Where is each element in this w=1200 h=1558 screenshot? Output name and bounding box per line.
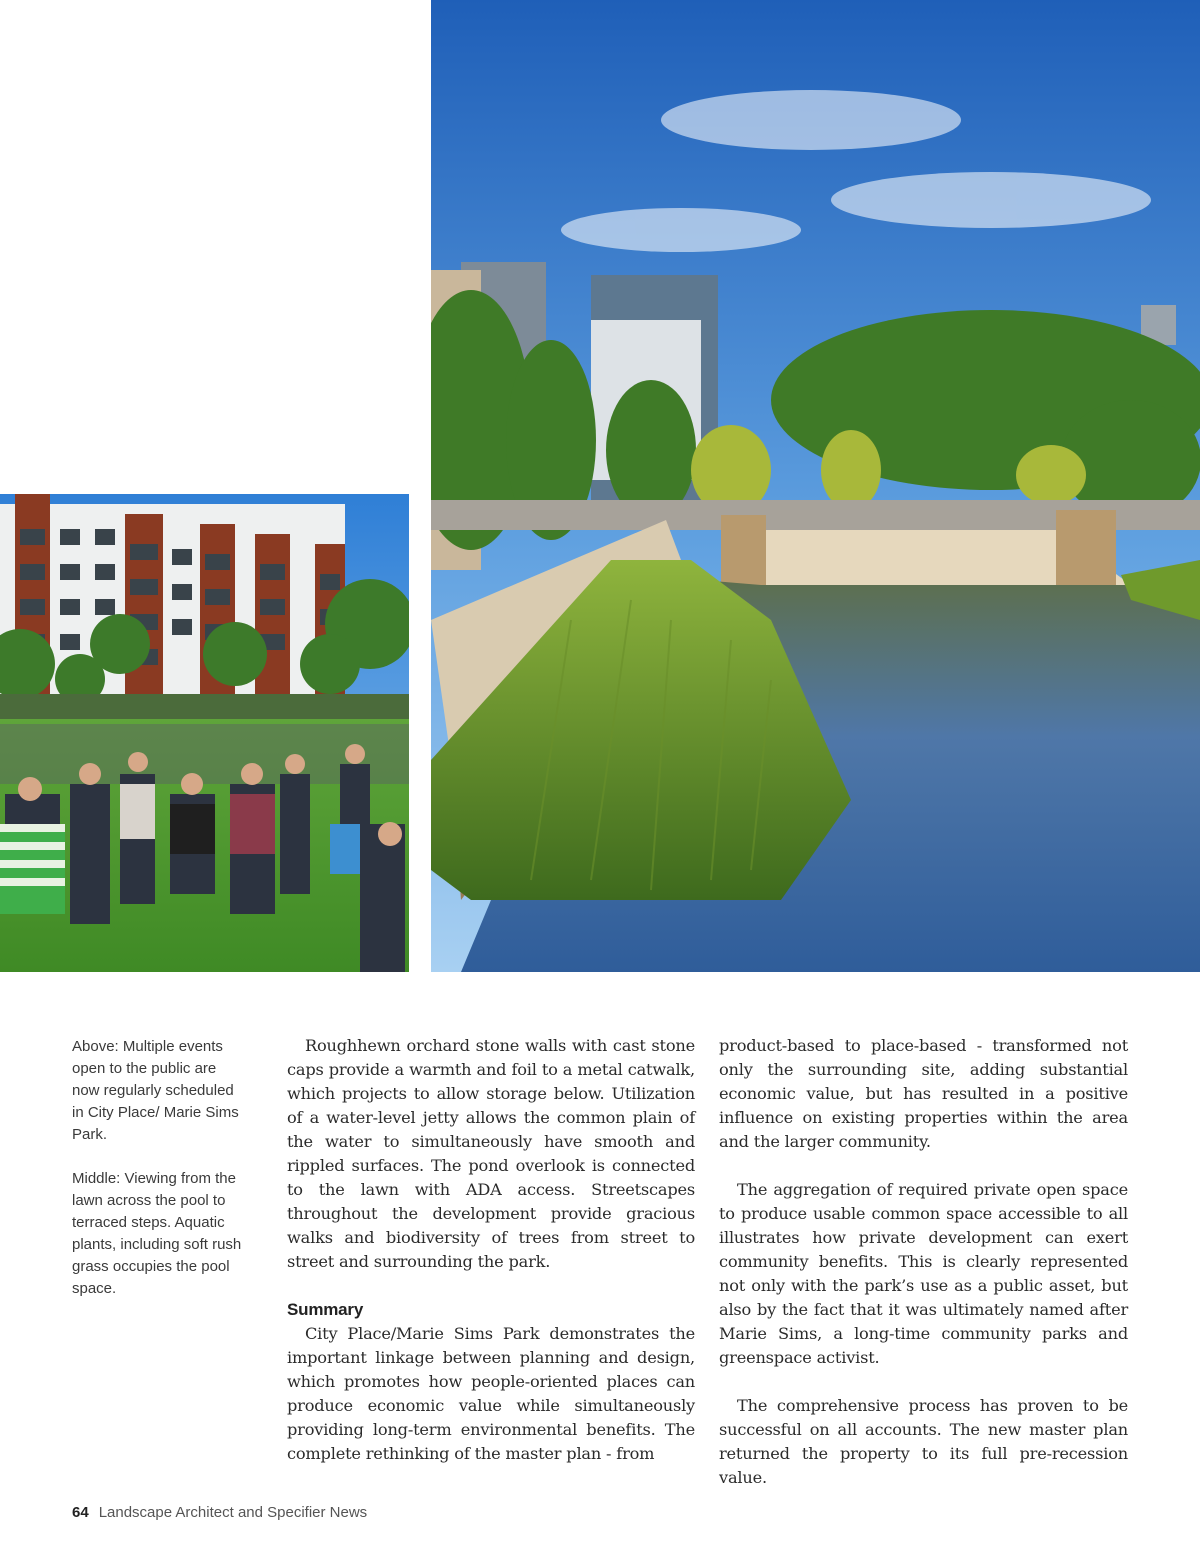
article-column-1: [287, 1034, 695, 1466]
body-paragraph: product-based to place-based - transformed not only the surrounding site, adding substantial economic value, but has resulted in a positive influence on existing properties within the area and the larger community.: [719, 1036, 1128, 1151]
publication-name: Landscape Architect and Specifier News: [98, 1504, 368, 1521]
caption-middle: Middle: Viewing from the lawn across the pool to terraced steps. Aquatic plants, including soft rush grass occupies the pool space.: [72, 1170, 242, 1297]
summary-heading: Summary: [287, 1300, 364, 1319]
photo-caption: [72, 1036, 242, 1322]
page-footer: [72, 1504, 367, 1521]
body-paragraph: Roughhewn orchard stone walls with cast stone caps provide a warmth and foil to a metal catwalk, which projects to allow storage below. Utilization of a water-level jetty allows the common plain of the water to simultaneously have smooth and rippled surfaces. The pond overlook is connected to the lawn with ADA access. Streetscapes throughout the development provide gracious walks and biodiversity of trees from street to street and surrounding the park.: [287, 1036, 695, 1271]
article-column-2: [719, 1034, 1128, 1490]
body-paragraph: City Place/Marie Sims Park demonstrates the important linkage between planning and design, which promotes how people-oriented places can produce economic value while simultaneously providing long-term environmental benefits. The complete rethinking of the master plan - from: [287, 1324, 695, 1463]
page-number: 64: [72, 1504, 89, 1521]
caption-above: Above: Multiple events open to the public are now regularly scheduled in City Place/ Marie Sims Park.: [72, 1038, 239, 1143]
crowd-photo: [0, 494, 409, 972]
pond-photo: [431, 0, 1200, 972]
body-paragraph: The comprehensive process has proven to be successful on all accounts. The new master plan returned the property to its full pre-recession value.: [719, 1396, 1128, 1487]
body-paragraph: The aggregation of required private open space to produce usable common space accessible to all illustrates how private development can exert community benefits. This is clearly represented not only with the park’s use as a public asset, but also by the fact that it was ultimately named after Marie Sims, a long-time community parks and greenspace activist.: [719, 1180, 1128, 1367]
